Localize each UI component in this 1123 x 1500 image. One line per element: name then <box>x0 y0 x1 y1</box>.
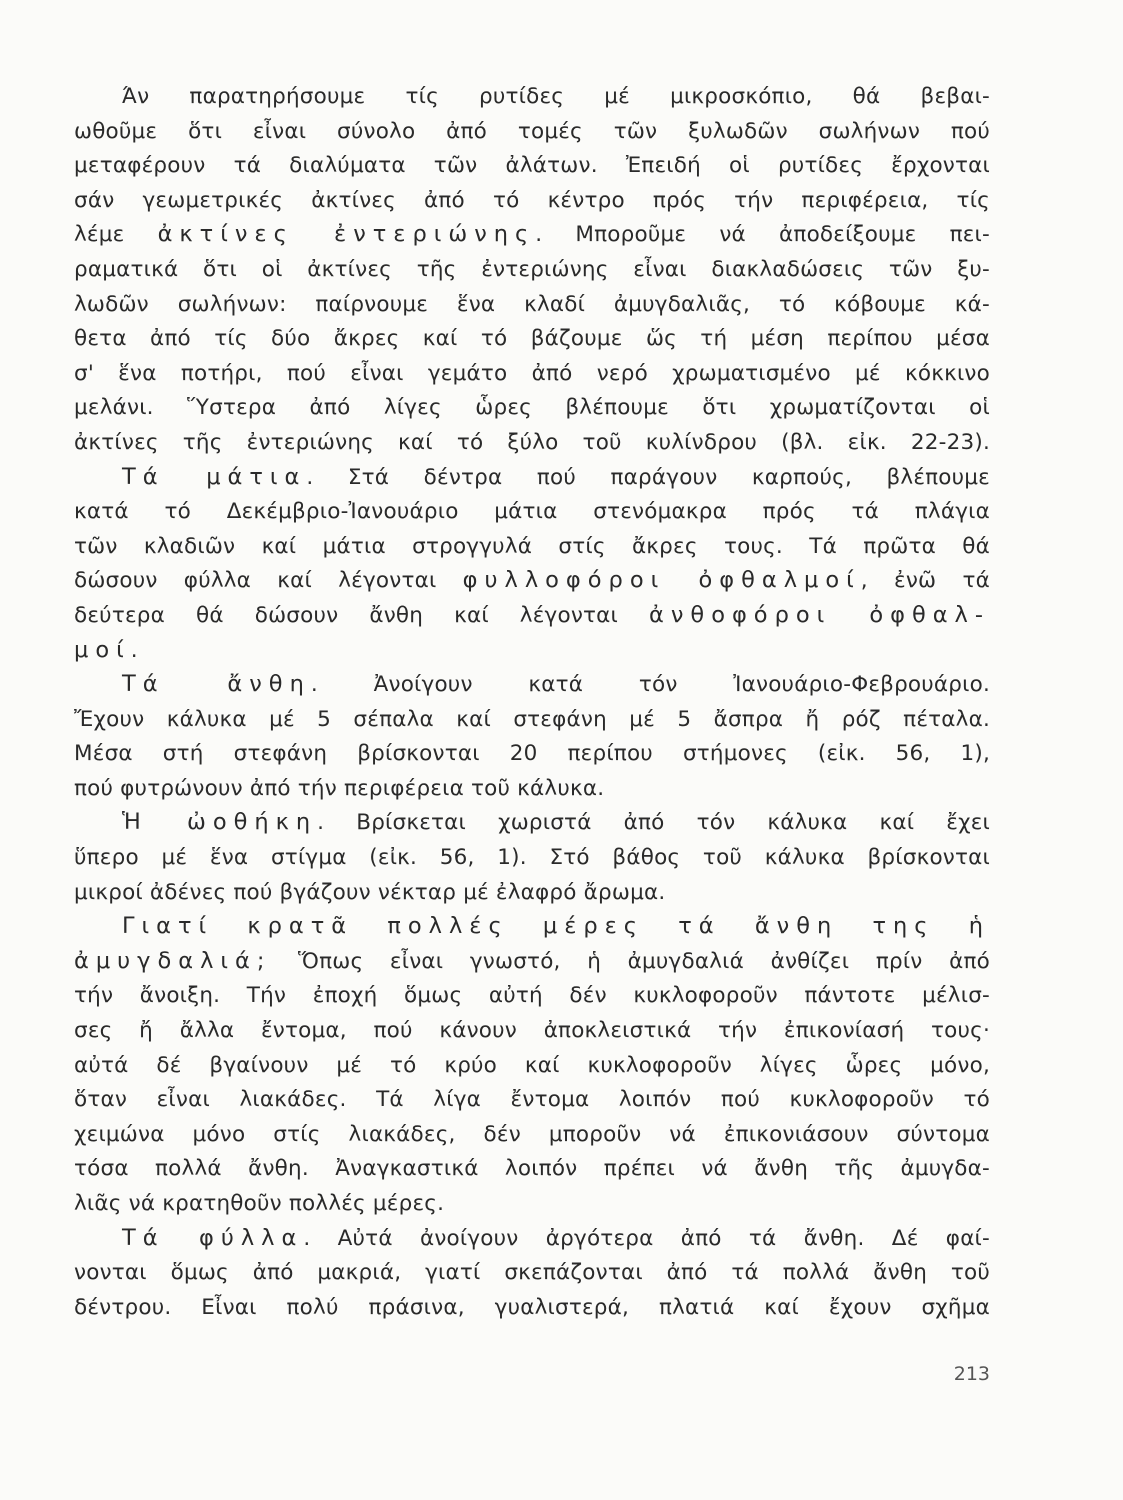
line-text: Ὅπως εἶναι γνωστό, ἡ ἀμυγδαλιά ἀνθίζει πρίν ἀπό <box>271 948 990 974</box>
line-text: . <box>130 637 138 663</box>
text-line <box>74 563 990 598</box>
line-text: δεύτερα θά δώσουν ἄνθη καί λέγονται <box>74 602 650 628</box>
spaced-emphasis-text: Γιατί κρατᾶ πολλές μέρες τά ἄνθη της ἡ <box>122 913 990 940</box>
spaced-emphasis-text: Τά μάτια <box>122 463 307 490</box>
line-text: Ἔχουν κάλυκα μέ 5 σέπαλα καί στεφάνη μέ 5 ἄσπρα ἤ ρόζ πέταλα. <box>74 706 990 732</box>
line-text: σ' ἕνα ποτήρι, πού εἶναι γεμάτο ἀπό νερό χρωματισμένο μέ κόκκινο <box>74 360 990 386</box>
text-line <box>74 1082 990 1117</box>
text-line <box>74 529 990 564</box>
text-line <box>74 702 990 737</box>
line-text: , ἐνῶ τά <box>860 568 990 594</box>
spaced-emphasis-text: φυλλοφόροι ὀφθαλμοί <box>462 567 861 594</box>
text-line <box>74 1048 990 1083</box>
line-text: ὅταν εἶναι λιακάδες. Τά λίγα ἔντομα λοιπόν πού κυκλοφοροῦν τό <box>74 1087 990 1113</box>
text-line <box>74 667 990 702</box>
text-line <box>74 736 990 771</box>
text-line <box>74 356 990 391</box>
line-text: λωδῶν σωλήνων: παίρνουμε ἕνα κλαδί ἀμυγδαλιᾶς, τό κόβουμε κά- <box>74 291 990 317</box>
text-line <box>74 978 990 1013</box>
text-line <box>74 1151 990 1186</box>
text-line <box>74 460 990 495</box>
text-line <box>74 633 990 668</box>
spaced-emphasis-text: μοί <box>74 636 131 663</box>
line-text: Άν παρατηρήσουμε τίς ρυτίδες μέ μικροσκόπιο, θά βεβαι- <box>122 84 990 109</box>
text-line <box>74 114 990 149</box>
text-line <box>74 1221 990 1256</box>
spaced-emphasis-text: ἀνθοφόροι ὀφθαλ- <box>649 601 990 628</box>
line-text: αὐτά δέ βγαίνουν μέ τό κρύο καί κυκλοφοροῦν λίγες ὧρες μόνο, <box>74 1052 990 1078</box>
line-text: δώσουν φύλλα καί λέγονται <box>74 568 463 594</box>
line-text: ωθοῦμε ὅτι εἶναι σύνολο ἀπό τομές τῶν ξυλωδῶν σωλήνων πού <box>74 118 990 144</box>
line-text: κατά τό Δεκέμβριο-Ἰανουάριο μάτια στενόμακρα πρός τά πλάγια <box>74 499 990 525</box>
text-line <box>74 840 990 875</box>
body-text <box>74 79 990 1324</box>
text-line <box>74 217 990 252</box>
line-text: μελάνι. Ὕστερα ἀπό λίγες ὧρες βλέπουμε ὅτι χρωματίζονται οἱ <box>74 395 990 421</box>
spaced-emphasis-text: Τά φύλλα <box>122 1224 304 1251</box>
text-line <box>74 252 990 287</box>
line-text: . Μποροῦμε νά ἀποδείξουμε πει- <box>535 222 990 248</box>
line-text: ὕπερο μέ ἕνα στίγμα (εἰκ. 56, 1). Στό βάθος τοῦ κάλυκα βρίσκονται <box>74 845 990 871</box>
spaced-emphasis-text: ἀκτίνες ἐντεριώνης <box>157 221 536 248</box>
line-text: σάν γεωμετρικές ἀκτίνες ἀπό τό κέντρο πρός τήν περιφέρεια, τίς <box>74 187 990 213</box>
line-text: τῶν κλαδιῶν καί μάτια στρογγυλά στίς ἄκρες τους. Τά πρῶτα θά <box>74 533 990 559</box>
line-text: . Ἀνοίγουν κατά τόν Ἰανουάριο-Φεβρουάριο. <box>310 672 990 698</box>
line-text: Μέσα στή στεφάνη βρίσκονται 20 περίπου στήμονες (εἰκ. 56, 1), <box>74 741 990 767</box>
text-line <box>74 944 990 979</box>
text-line <box>74 1117 990 1152</box>
line-text: λέμε <box>74 222 158 248</box>
line-text: λιᾶς νά κρατηθοῦν πολλές μέρες. <box>74 1191 445 1216</box>
line-text: δέντρου. Εἶναι πολύ πράσινα, γυαλιστερά, πλατιά καί ἔχουν σχῆμα <box>74 1294 990 1320</box>
text-line <box>74 183 990 218</box>
line-text: θετα ἀπό τίς δύο ἄκρες καί τό βάζουμε ὥς τή μέση περίπου μέσα <box>74 326 990 352</box>
text-line <box>74 805 990 840</box>
text-line <box>74 287 990 322</box>
line-text: πού φυτρώνουν ἀπό τήν περιφέρεια τοῦ κάλυκα. <box>74 775 605 801</box>
line-text: μεταφέρουν τά διαλύματα τῶν ἀλάτων. Ἐπειδή οἱ ρυτίδες ἔρχονται <box>74 153 990 179</box>
line-text: . Βρίσκεται χωριστά ἀπό τόν κάλυκα καί ἔχει <box>317 810 990 836</box>
spaced-emphasis-text: Ἡ ὠοθήκη <box>122 809 318 836</box>
text-line <box>74 390 990 425</box>
page-number: 213 <box>953 1363 990 1385</box>
line-text: ἀκτίνες τῆς ἐντεριώνης καί τό ξύλο τοῦ κυλίνδρου (βλ. εἰκ. 22-23). <box>74 429 990 455</box>
text-line <box>74 1290 990 1325</box>
line-text: τήν ἄνοιξη. Τήν ἐποχή ὅμως αὐτή δέν κυκλοφοροῦν πάντοτε μέλισ- <box>74 983 990 1009</box>
line-text: . Αὐτά ἀνοίγουν ἀργότερα ἀπό τά ἄνθη. Δέ φαί- <box>303 1225 990 1251</box>
text-line <box>74 875 990 910</box>
text-line <box>74 1255 990 1290</box>
line-text: σες ἤ ἄλλα ἔντομα, πού κάνουν ἀποκλειστικά τήν ἐπικονίασή τους· <box>74 1018 990 1044</box>
line-text: . Στά δέντρα πού παράγουν καρπούς, βλέπουμε <box>306 464 990 490</box>
line-text: τόσα πολλά ἄνθη. Ἀναγκαστικά λοιπόν πρέπει νά ἄνθη τῆς ἀμυγδα- <box>74 1156 990 1182</box>
text-line <box>74 598 990 633</box>
line-text: χειμώνα μόνο στίς λιακάδες, δέν μποροῦν νά ἐπικονιάσουν σύντομα <box>74 1121 990 1147</box>
text-line <box>74 425 990 460</box>
line-text: νονται ὅμως ἀπό μακριά, γιατί σκεπάζονται ἀπό τά πολλά ἄνθη τοῦ <box>74 1260 990 1286</box>
text-line <box>74 148 990 183</box>
line-text: μικροί ἀδένες πού βγάζουν νέκταρ μέ ἐλαφρό ἄρωμα. <box>74 879 666 905</box>
line-text: ραματικά ὅτι οἱ ἀκτίνες τῆς ἐντεριώνης εἶναι διακλαδώσεις τῶν ξυ- <box>74 256 990 282</box>
text-line <box>74 321 990 356</box>
text-line <box>74 79 990 114</box>
text-line <box>74 1013 990 1048</box>
spaced-emphasis-text: Τά ἄνθη <box>122 671 311 698</box>
text-line <box>74 1186 990 1221</box>
spaced-emphasis-text: ἀμυγδαλιά; <box>74 947 272 974</box>
text-line <box>74 909 990 944</box>
text-line <box>74 494 990 529</box>
text-line <box>74 771 990 806</box>
